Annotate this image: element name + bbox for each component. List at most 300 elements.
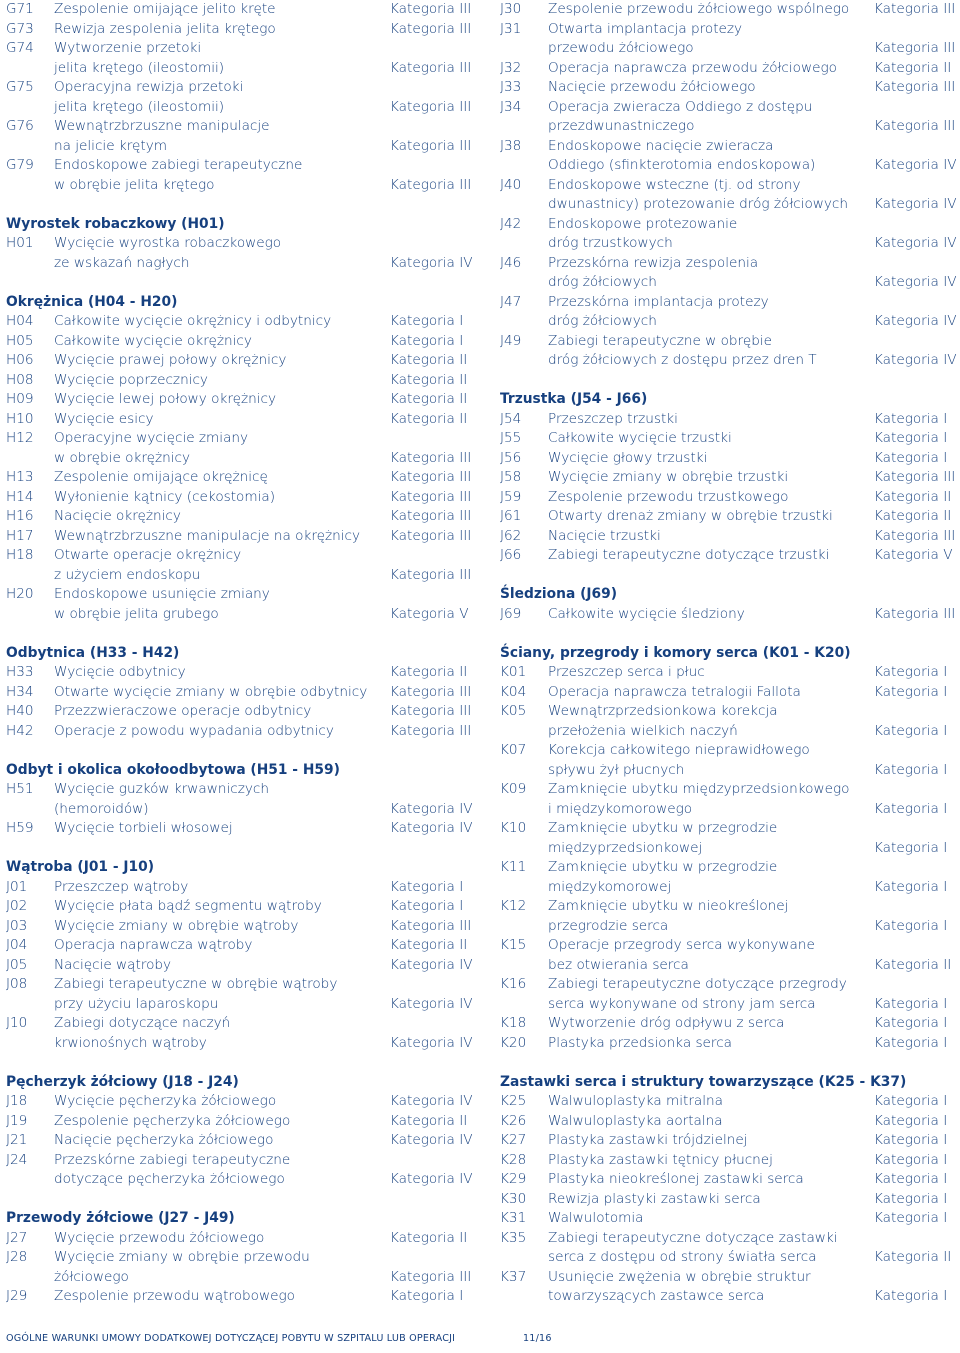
procedure-code: K25 xyxy=(500,1093,527,1109)
procedure-code: K11 xyxy=(500,859,527,875)
procedure-entry xyxy=(500,98,960,137)
category-label: Kategoria I xyxy=(874,1132,948,1148)
procedure-code: J03 xyxy=(6,917,28,934)
procedure-entry xyxy=(6,468,476,488)
procedure-entry xyxy=(500,527,960,547)
category-label: Kategoria I xyxy=(874,449,948,466)
category-label: Kategoria III xyxy=(390,137,472,154)
procedure-entry xyxy=(6,234,476,273)
procedure-label: Wytworzenie przetoki jelita krętego (ileostomii) xyxy=(54,40,225,76)
procedure-code: H14 xyxy=(6,488,34,505)
category-label: Kategoria I xyxy=(874,1034,948,1051)
section xyxy=(6,293,476,625)
procedure-entry xyxy=(6,410,476,430)
procedure-entry xyxy=(6,156,476,195)
procedure-label: Wewnątrzprzedsionkowa korekcja przełożenia wielkich naczyń xyxy=(548,703,778,739)
category-label: Kategoria I xyxy=(874,800,948,817)
page-number: 11/16 xyxy=(523,1333,552,1344)
procedure-entry xyxy=(6,878,476,898)
section-title: Pęcherzyk żółciowy (J18 - J24) xyxy=(6,1073,239,1090)
category-label: Kategoria II xyxy=(874,508,952,524)
category-label: Kategoria I xyxy=(874,430,948,446)
procedure-label: Zamknięcie ubytku w nieokreślonej przegrodzie serca xyxy=(548,898,789,934)
procedure-label: Operacja naprawcza tetralogii Fallota xyxy=(548,683,801,700)
procedure-code: H17 xyxy=(6,527,34,544)
procedure-label: Nacięcie pęcherzyka żółciowego xyxy=(54,1132,274,1148)
procedure-code: J40 xyxy=(500,176,522,193)
procedure-code: J27 xyxy=(6,1229,28,1246)
procedure-entry xyxy=(6,1229,476,1249)
procedure-code: J66 xyxy=(500,547,522,563)
procedure-code: G74 xyxy=(6,40,34,56)
procedure-label: Endoskopowe usunięcie zmiany w obrębie jelita grubego xyxy=(54,586,270,622)
category-label: Kategoria IV xyxy=(390,1093,473,1109)
procedure-label: Nacięcie wątroby xyxy=(54,956,172,973)
category-label: Kategoria III xyxy=(874,118,956,134)
procedure-label: Zespolenie przewodu żółciowego wspólnego xyxy=(548,1,850,17)
procedure-label: Zabiegi terapeutyczne dotyczące przegrody serca wykonywane od strony jam serca xyxy=(548,976,847,1012)
procedure-label: Wycięcie poprzecznicy xyxy=(54,371,208,388)
procedure-label: Zamknięcie ubytku w przegrodzie międzyprzedsionkowej xyxy=(548,820,778,856)
procedure-code: H08 xyxy=(6,371,34,388)
procedure-label: Wycięcie lewej połowy okrężnicy xyxy=(54,391,277,407)
procedure-label: Otwarte wycięcie zmiany w obrębie odbytnicy xyxy=(54,683,368,700)
category-label: Kategoria III xyxy=(390,20,472,37)
category-label: Kategoria I xyxy=(874,1151,948,1168)
procedure-code: J62 xyxy=(500,527,522,544)
section xyxy=(500,585,960,624)
category-label: Kategoria I xyxy=(874,917,948,934)
procedure-label: Endoskopowe zabiegi terapeutyczne w obrębie jelita krętego xyxy=(54,157,303,193)
procedure-label: Operacyjna rewizja przetoki jelita krętego (ileostomii) xyxy=(54,79,244,115)
procedure-code: G75 xyxy=(6,79,34,95)
procedure-entry xyxy=(500,1112,960,1132)
procedure-code: H09 xyxy=(6,391,34,407)
category-label: Kategoria III xyxy=(390,98,472,115)
procedure-entry xyxy=(500,1190,960,1210)
procedure-entry xyxy=(6,897,476,917)
procedure-entry xyxy=(6,722,476,742)
procedure-code: K29 xyxy=(500,1171,527,1187)
category-label: Kategoria IV xyxy=(390,995,473,1012)
procedure-entry xyxy=(6,507,476,527)
procedure-label: Operacja zwieracza Oddiego z dostępu przezdwunastniczego xyxy=(548,98,813,134)
procedure-label: Otwarty drenaż zmiany w obrębie trzustki xyxy=(548,508,833,524)
procedure-entry xyxy=(6,819,476,839)
procedure-entry xyxy=(500,488,960,508)
procedure-label: Otwarte operacje okrężnicy z użyciem endoskopu xyxy=(54,547,242,583)
procedure-code: J19 xyxy=(6,1112,28,1129)
category-label: Kategoria I xyxy=(874,761,948,778)
procedure-code: H01 xyxy=(6,235,34,251)
procedure-entry xyxy=(6,488,476,508)
category-label: Kategoria II xyxy=(390,1112,468,1129)
category-label: Kategoria I xyxy=(874,1210,948,1226)
procedure-entry xyxy=(6,312,476,332)
category-label: Kategoria III xyxy=(874,79,956,95)
procedure-entry xyxy=(500,1092,960,1112)
procedure-code: H20 xyxy=(6,586,34,602)
section xyxy=(6,1209,476,1307)
section-title: Trzustka (J54 - J66) xyxy=(500,391,648,407)
procedure-entry xyxy=(500,1151,960,1171)
procedure-entry xyxy=(6,390,476,410)
category-label: Kategoria I xyxy=(874,1112,948,1129)
left-column xyxy=(6,0,476,1307)
category-label: Kategoria I xyxy=(390,1288,464,1304)
procedure-code: J01 xyxy=(6,878,28,895)
procedure-code: H10 xyxy=(6,410,34,427)
procedure-entry xyxy=(6,1287,476,1307)
procedure-entry xyxy=(6,702,476,722)
procedure-code: H42 xyxy=(6,722,34,739)
section-title: Przewody żółciowe (J27 - J49) xyxy=(6,1210,235,1226)
procedure-label: Plastyka przedsionka serca xyxy=(548,1034,733,1051)
procedure-entry xyxy=(6,78,476,117)
category-label: Kategoria I xyxy=(874,1288,948,1304)
procedure-label: Wycięcie zmiany w obrębie przewodu żółciowego xyxy=(54,1249,310,1285)
procedure-label: Wewnątrzbrzuszne manipulacje na jelicie krętym xyxy=(54,118,270,154)
procedure-label: Wycięcie torbieli włosowej xyxy=(54,820,233,836)
procedure-label: Nacięcie przewodu żółciowego xyxy=(548,79,756,95)
procedure-code: J58 xyxy=(500,469,522,485)
procedure-code: H13 xyxy=(6,469,34,485)
procedure-entry xyxy=(6,585,476,624)
procedure-code: J31 xyxy=(500,20,522,37)
procedure-entry xyxy=(500,663,960,683)
procedure-code: J04 xyxy=(6,937,28,953)
section xyxy=(6,1073,476,1190)
procedure-entry xyxy=(500,468,960,488)
procedure-code: J33 xyxy=(500,79,522,95)
procedure-entry xyxy=(500,605,960,625)
procedure-label: Wewnątrzbrzuszne manipulacje na okrężnicy xyxy=(54,527,361,544)
category-label: Kategoria I xyxy=(874,1190,948,1207)
section xyxy=(6,858,476,1053)
procedure-entry xyxy=(6,39,476,78)
category-label: Kategoria I xyxy=(874,878,948,895)
procedure-label: Wycięcie płata bądź segmentu wątroby xyxy=(54,898,322,914)
procedure-label: Wycięcie zmiany w obrębie wątroby xyxy=(54,917,299,934)
procedure-code: J47 xyxy=(500,293,522,310)
procedure-code: K05 xyxy=(500,703,527,719)
procedure-code: H40 xyxy=(6,703,34,719)
procedure-label: Zespolenie pęcherzyka żółciowego xyxy=(54,1112,291,1129)
procedure-entry xyxy=(500,780,960,819)
category-label: Kategoria IV xyxy=(390,1171,473,1187)
procedure-code: K01 xyxy=(500,664,527,680)
procedure-label: Całkowite wycięcie trzustki xyxy=(548,430,732,446)
procedure-entry xyxy=(6,956,476,976)
procedure-code: H51 xyxy=(6,781,34,797)
procedure-entry xyxy=(500,1014,960,1034)
procedure-label: Wycięcie guzków krwawniczych (hemoroidów) xyxy=(54,781,270,817)
procedure-label: Wycięcie przewodu żółciowego xyxy=(54,1229,265,1246)
procedure-entry xyxy=(500,293,960,332)
category-label: Kategoria III xyxy=(874,469,956,485)
procedure-entry xyxy=(500,410,960,430)
procedure-code: K30 xyxy=(500,1190,527,1207)
category-label: Kategoria III xyxy=(390,722,472,739)
procedure-entry xyxy=(500,546,960,566)
category-label: Kategoria I xyxy=(874,1171,948,1187)
procedure-label: Całkowite wycięcie śledziony xyxy=(548,605,745,622)
category-label: Kategoria I xyxy=(874,839,948,856)
category-label: Kategoria I xyxy=(390,313,464,329)
procedure-label: Zabiegi terapeutyczne dotyczące trzustki xyxy=(548,547,830,563)
procedure-code: J30 xyxy=(500,1,522,17)
procedure-code: J61 xyxy=(500,508,522,524)
procedure-code: H16 xyxy=(6,508,34,524)
procedure-code: K35 xyxy=(500,1229,527,1246)
category-label: Kategoria I xyxy=(390,878,464,895)
section xyxy=(500,0,960,371)
category-label: Kategoria II xyxy=(874,1249,952,1265)
procedure-entry xyxy=(6,1248,476,1287)
procedure-label: Zabiegi terapeutyczne dotyczące zastawki serca z dostępu od strony światła serca xyxy=(548,1229,838,1265)
procedure-entry xyxy=(500,137,960,176)
procedure-label: Przezskórna implantacja protezy dróg żółciowych xyxy=(548,293,769,329)
procedure-label: Przeszczep trzustki xyxy=(548,410,678,427)
procedure-entry xyxy=(6,1092,476,1112)
category-label: Kategoria II xyxy=(390,664,468,680)
procedure-code: K16 xyxy=(500,976,527,992)
procedure-code: J55 xyxy=(500,430,522,446)
section xyxy=(6,761,476,839)
procedure-code: H12 xyxy=(6,430,34,446)
procedure-label: Zespolenie przewodu trzustkowego xyxy=(548,488,789,505)
procedure-label: Zespolenie omijające jelito kręte xyxy=(54,1,276,17)
procedure-entry xyxy=(6,917,476,937)
category-label: Kategoria I xyxy=(390,898,464,914)
section-title: Śledziona (J69) xyxy=(500,586,618,602)
page-footer xyxy=(6,1333,552,1344)
procedure-code: J18 xyxy=(6,1093,28,1109)
procedure-label: Przezzwieraczowe operacje odbytnicy xyxy=(54,703,312,719)
procedure-code: J21 xyxy=(6,1132,28,1148)
procedure-label: Operacja naprawcza przewodu żółciowego xyxy=(548,59,837,76)
procedure-code: J10 xyxy=(6,1015,28,1031)
procedure-code: K28 xyxy=(500,1151,527,1168)
category-label: Kategoria IV xyxy=(874,235,957,251)
procedure-label: Przeszczep serca i płuc xyxy=(548,664,705,680)
procedure-entry xyxy=(6,0,476,20)
category-label: Kategoria III xyxy=(390,176,472,193)
procedure-entry xyxy=(500,78,960,98)
procedure-label: Operacje przegrody serca wykonywane bez otwierania serca xyxy=(548,937,815,973)
procedure-code: J38 xyxy=(500,137,522,154)
procedure-entry xyxy=(6,1151,476,1190)
procedure-code: J42 xyxy=(500,215,522,232)
procedure-code: K12 xyxy=(500,898,527,914)
procedure-label: Nacięcie okrężnicy xyxy=(54,508,181,524)
procedure-label: Wycięcie odbytnicy xyxy=(54,664,186,680)
procedure-entry xyxy=(500,449,960,469)
procedure-entry xyxy=(6,1131,476,1151)
section-title: Wątroba (J01 - J10) xyxy=(6,859,155,875)
category-label: Kategoria I xyxy=(874,410,948,427)
procedure-code: J46 xyxy=(500,254,522,271)
procedure-label: Zabiegi terapeutyczne w obrębie wątroby przy użyciu laparoskopu xyxy=(54,976,338,1012)
section-title: Okrężnica (H04 - H20) xyxy=(6,293,178,310)
category-label: Kategoria IV xyxy=(390,800,473,817)
procedure-code: K27 xyxy=(500,1132,527,1148)
procedure-code: H18 xyxy=(6,547,34,563)
procedure-entry xyxy=(6,1112,476,1132)
category-label: Kategoria I xyxy=(390,332,464,349)
procedure-entry xyxy=(500,936,960,975)
procedure-entry xyxy=(6,20,476,40)
procedure-code: J54 xyxy=(500,410,522,427)
procedure-label: Rewizja plastyki zastawki serca xyxy=(548,1190,761,1207)
procedure-code: G71 xyxy=(6,1,34,17)
procedure-code: K37 xyxy=(500,1268,527,1285)
category-label: Kategoria I xyxy=(874,722,948,739)
section xyxy=(6,215,476,274)
procedure-entry xyxy=(500,897,960,936)
procedure-entry xyxy=(500,1209,960,1229)
procedure-code: K31 xyxy=(500,1210,527,1226)
section-title: Ściany, przegrody i komory serca (K01 - K20) xyxy=(500,644,851,661)
category-label: Kategoria II xyxy=(874,956,952,973)
procedure-entry xyxy=(500,429,960,449)
procedure-label: Wycięcie wyrostka robaczkowego ze wskazań nagłych xyxy=(54,235,282,271)
section xyxy=(500,1073,960,1307)
procedure-entry xyxy=(500,20,960,59)
category-label: Kategoria V xyxy=(390,605,469,622)
category-label: Kategoria III xyxy=(390,508,472,524)
procedure-code: K20 xyxy=(500,1034,527,1051)
category-label: Kategoria III xyxy=(390,527,472,544)
section xyxy=(6,0,476,195)
procedure-entry xyxy=(500,176,960,215)
procedure-label: Walwuloplastyka mitralna xyxy=(548,1093,723,1109)
procedure-code: J49 xyxy=(500,332,522,349)
procedure-entry xyxy=(6,351,476,371)
procedure-entry xyxy=(500,1034,960,1054)
procedure-code: J28 xyxy=(6,1249,28,1265)
procedure-label: Plastyka nieokreślonej zastawki serca xyxy=(548,1171,804,1187)
procedure-label: Plastyka zastawki trójdzielnej xyxy=(548,1132,748,1148)
section xyxy=(500,390,960,566)
procedure-entry xyxy=(500,702,960,741)
procedure-code: H04 xyxy=(6,313,34,329)
procedure-label: Zamknięcie ubytku międzyprzedsionkowego i międzykomorowego xyxy=(548,781,850,817)
category-label: Kategoria III xyxy=(390,59,472,76)
procedure-label: Walwuloplastyka aortalna xyxy=(548,1112,723,1129)
procedure-label: Całkowite wycięcie okrężnicy xyxy=(54,332,252,349)
procedure-label: Wyłonienie kątnicy (cekostomia) xyxy=(54,488,276,505)
section-title: Zastawki serca i struktury towarzyszące (K25 - K37) xyxy=(500,1073,907,1090)
procedure-label: Operacje z powodu wypadania odbytnicy xyxy=(54,722,334,739)
procedure-code: J29 xyxy=(6,1288,28,1304)
procedure-entry xyxy=(500,332,960,371)
procedure-code: G73 xyxy=(6,20,34,37)
procedure-entry xyxy=(500,975,960,1014)
category-label: Kategoria V xyxy=(874,547,953,563)
procedure-label: Otwarta implantacja protezy przewodu żółciowego xyxy=(548,20,743,56)
procedure-entry xyxy=(500,215,960,254)
procedure-code: H34 xyxy=(6,683,34,700)
category-label: Kategoria III xyxy=(390,683,472,700)
category-label: Kategoria III xyxy=(390,703,472,719)
procedure-entry xyxy=(500,59,960,79)
section-title: Odbyt i okolica okołoodbytowa (H51 - H59) xyxy=(6,761,340,778)
section-title: Odbytnica (H33 - H42) xyxy=(6,644,180,661)
procedure-label: Wycięcie pęcherzyka żółciowego xyxy=(54,1093,277,1109)
procedure-label: Operacyjne wycięcie zmiany w obrębie okrężnicy xyxy=(54,430,249,466)
procedure-code: J08 xyxy=(6,976,28,992)
procedure-entry xyxy=(6,780,476,819)
category-label: Kategoria I xyxy=(874,664,948,680)
procedure-entry xyxy=(500,683,960,703)
category-label: Kategoria III xyxy=(874,605,956,622)
procedure-label: Usunięcie zwężenia w obrębie struktur towarzyszących zastawce serca xyxy=(548,1268,811,1304)
procedure-label: Przezskórna rewizja zespolenia dróg żółciowych xyxy=(548,254,759,290)
category-label: Kategoria III xyxy=(390,488,472,505)
procedure-label: Całkowite wycięcie okrężnicy i odbytnicy xyxy=(54,313,332,329)
category-label: Kategoria III xyxy=(390,917,472,934)
procedure-entry xyxy=(6,1014,476,1053)
category-label: Kategoria III xyxy=(390,449,472,466)
procedure-entry xyxy=(500,1268,960,1307)
procedure-code: H06 xyxy=(6,352,34,368)
procedure-code: G79 xyxy=(6,157,34,173)
procedure-label: Przezskórne zabiegi terapeutyczne dotyczące pęcherzyka żółciowego xyxy=(54,1151,291,1187)
procedure-code: K07 xyxy=(500,742,527,758)
procedure-entry xyxy=(500,0,960,20)
category-label: Kategoria IV xyxy=(390,956,473,973)
procedure-entry xyxy=(500,1170,960,1190)
procedure-label: Zamknięcie ubytku w przegrodzie międzykomorowej xyxy=(548,859,778,895)
procedure-code: J34 xyxy=(500,98,522,115)
procedure-entry xyxy=(6,683,476,703)
category-label: Kategoria III xyxy=(874,527,956,544)
procedure-entry xyxy=(6,371,476,391)
procedure-entry xyxy=(6,429,476,468)
procedure-code: J56 xyxy=(500,449,522,466)
procedure-code: K10 xyxy=(500,820,527,836)
procedure-code: J05 xyxy=(6,956,28,973)
category-label: Kategoria IV xyxy=(390,1034,473,1051)
procedure-label: Walwulotomia xyxy=(548,1210,644,1226)
procedure-label: Wycięcie prawej połowy okrężnicy xyxy=(54,352,287,368)
category-label: Kategoria IV xyxy=(874,352,957,368)
procedure-code: J69 xyxy=(500,605,522,622)
procedure-label: Plastyka zastawki tętnicy płucnej xyxy=(548,1151,773,1168)
procedure-entry xyxy=(500,819,960,858)
procedure-entry xyxy=(6,663,476,683)
category-label: Kategoria II xyxy=(390,1229,468,1246)
procedure-entry xyxy=(500,858,960,897)
procedure-entry xyxy=(500,254,960,293)
procedure-label: Przeszczep wątroby xyxy=(54,878,189,895)
procedure-label: Wytworzenie dróg odpływu z serca xyxy=(548,1015,785,1031)
procedure-label: Wycięcie zmiany w obrębie trzustki xyxy=(548,469,789,485)
category-label: Kategoria I xyxy=(874,995,948,1012)
procedure-label: Endoskopowe wsteczne (tj. od strony dwunastnicy) protezowanie dróg żółciowych xyxy=(548,176,849,212)
procedure-code: K15 xyxy=(500,937,527,953)
category-label: Kategoria IV xyxy=(390,254,473,271)
category-label: Kategoria II xyxy=(390,410,468,427)
procedure-label: Endoskopowe nacięcie zwieracza Oddiego (sfinkterotomia endoskopowa) xyxy=(548,137,816,173)
procedure-entry xyxy=(500,1131,960,1151)
right-column xyxy=(500,0,960,1307)
category-label: Kategoria III xyxy=(390,566,472,583)
procedure-entry xyxy=(6,936,476,956)
section xyxy=(500,644,960,1054)
category-label: Kategoria III xyxy=(874,1,956,17)
